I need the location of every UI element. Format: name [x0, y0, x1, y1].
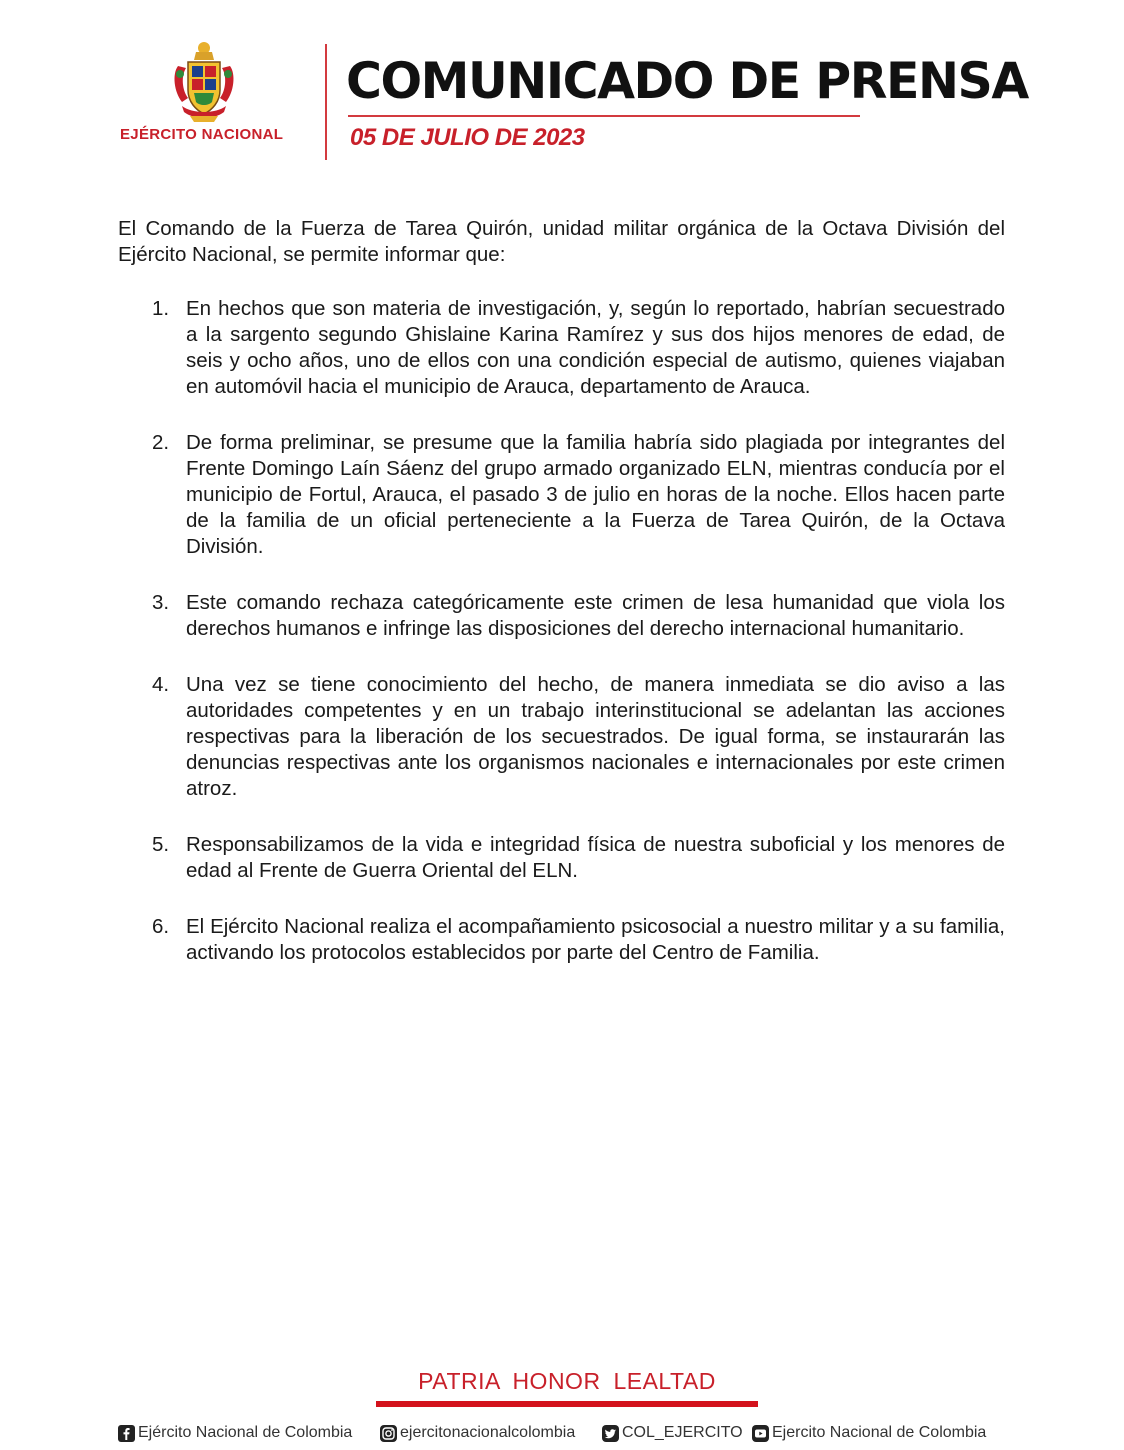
list-item	[118, 590, 1005, 642]
motto: PATRIA HONOR LEALTAD	[418, 1368, 716, 1394]
list-item	[118, 832, 1005, 884]
document-header	[0, 0, 1124, 170]
social-footer	[118, 1424, 998, 1448]
list-item-number: 1.	[152, 297, 170, 320]
list-item-text: De forma preliminar, se presume que la familia habría sido plagiada por integrantes del Frente Domingo Laín Sáenz del grupo armado organizado ELN, mientras conducía por el municipio de Fortul, Arauca, el pasado 3 de julio en horas de la noche. Ellos hacen parte de la familia de un oficial perteneciente a la Fuerza de Tarea Quirón, de la Octava División.	[186, 431, 1005, 558]
motto-underline	[376, 1401, 758, 1407]
social-youtube-label: Ejercito Nacional de Colombia	[772, 1424, 987, 1441]
list-item-number: 2.	[152, 431, 170, 454]
twitter-icon	[602, 1425, 619, 1442]
social-instagram[interactable]	[380, 1424, 575, 1442]
list-item	[118, 914, 1005, 966]
facebook-icon	[118, 1425, 135, 1442]
list-item-number: 3.	[152, 591, 170, 614]
document-date: 05 DE JULIO DE 2023	[350, 124, 585, 151]
army-crest-icon	[168, 40, 240, 124]
list-item-text: El Ejército Nacional realiza el acompañamiento psicosocial a nuestro militar y a su familia, activando los protocolos establecidos por parte del Centro de Familia.	[186, 915, 1005, 964]
social-facebook-label: Ejército Nacional de Colombia	[138, 1424, 353, 1441]
list-item	[118, 296, 1005, 400]
list-item-text: Responsabilizamos de la vida e integridad física de nuestra suboficial y los menores de edad al Frente de Guerra Oriental del ELN.	[186, 833, 1005, 882]
list-item-number: 5.	[152, 833, 170, 856]
title-underline	[348, 115, 860, 117]
youtube-icon	[752, 1425, 769, 1442]
instagram-icon	[380, 1425, 397, 1442]
social-youtube[interactable]	[752, 1424, 986, 1442]
list-item-text: En hechos que son materia de investigación, y, según lo reportado, habrían secuestrado a la sargento segundo Ghislaine Karina Ramírez y sus dos hijos menores de edad, de seis y ocho años, uno de ellos con una condición especial de autismo, quienes viajaban en automóvil hacia el municipio de Arauca, departamento de Arauca.	[186, 297, 1005, 398]
list-item-number: 6.	[152, 915, 170, 938]
page-title: COMUNICADO DE PRENSA	[346, 52, 1028, 110]
intro-paragraph: El Comando de la Fuerza de Tarea Quirón, unidad militar orgánica de la Octava División del Ejército Nacional, se permite informar que:	[118, 217, 1005, 266]
header-divider	[325, 44, 327, 160]
list-item	[118, 430, 1005, 560]
social-facebook[interactable]	[118, 1424, 352, 1442]
list-item	[118, 672, 1005, 802]
statement-list	[118, 296, 1005, 966]
social-twitter[interactable]	[602, 1424, 743, 1442]
list-item-number: 4.	[152, 673, 170, 696]
social-twitter-label: COL_EJERCITO	[622, 1424, 743, 1441]
list-item-text: Una vez se tiene conocimiento del hecho, de manera inmediata se dio aviso a las autoridades competentes y en un trabajo interinstitucional se adelantan las acciones respectivas para la liberación de los secuestrados. De igual forma, se instaurarán las denuncias respectivas ante los organismos nacionales e internacionales por este crimen atroz.	[186, 673, 1005, 800]
document-body	[118, 216, 1005, 996]
org-name: EJÉRCITO NACIONAL	[120, 126, 284, 143]
list-item-text: Este comando rechaza categóricamente este crimen de lesa humanidad que viola los derechos humanos e infringe las disposiciones del derecho internacional humanitario.	[186, 591, 1005, 640]
social-instagram-label: ejercitonacionalcolombia	[400, 1424, 576, 1441]
